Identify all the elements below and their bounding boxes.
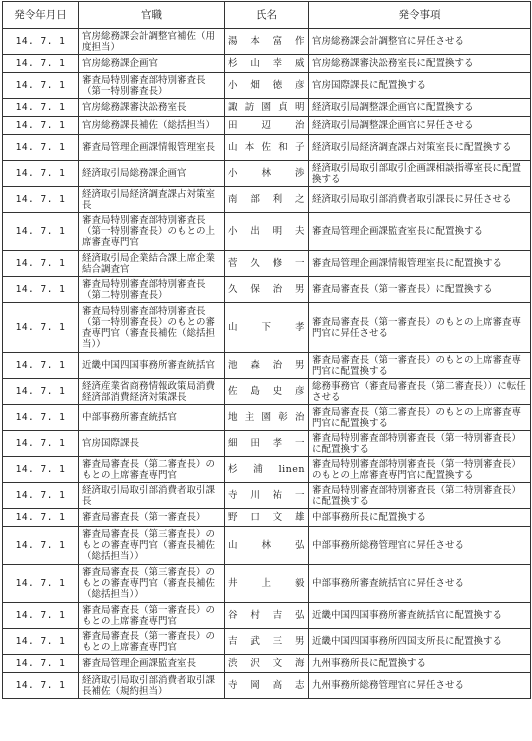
cell-order: 経済取引局調整課企画官に配置換する — [309, 99, 531, 117]
cell-date: 14. 7. 1 — [3, 527, 79, 565]
cell-name: 寺川祐一 — [225, 483, 309, 509]
cell-name: 小出明夫 — [225, 213, 309, 251]
cell-order: 経済取引局調整課企画官に昇任させる — [309, 117, 531, 135]
cell-date: 14. 7. 1 — [3, 353, 79, 379]
cell-order: 九州事務所総務管理官に昇任させる — [309, 673, 531, 699]
cell-order: 九州事務所長に配置換する — [309, 655, 531, 673]
table-row — [3, 135, 531, 161]
cell-post: 審査局特別審査部特別審査長（第一特別審査長）のもとの審査専門官（審査長補佐（総括担当）） — [79, 303, 225, 353]
cell-name: 細田孝一 — [225, 431, 309, 457]
cell-date: 14. 7. 1 — [3, 457, 79, 483]
cell-post: 官房総務課企画官 — [79, 55, 225, 73]
cell-date: 14. 7. 1 — [3, 73, 79, 99]
cell-name: 山下孝 — [225, 303, 309, 353]
table-row — [3, 73, 531, 99]
cell-post: 審査局審査長（第三審査長）のもとの審査専門官（審査長補佐（総括担当）） — [79, 527, 225, 565]
cell-post: 経済取引局企業結合課上席企業結合調査官 — [79, 251, 225, 277]
cell-name: 湯本富作 — [225, 29, 309, 55]
cell-date: 14. 7. 1 — [3, 483, 79, 509]
cell-post: 審査局特別審査部特別審査長（第二特別審査長） — [79, 277, 225, 303]
cell-order: 審査局特別審査部特別審査長（第二特別審査長）に配置換する — [309, 483, 531, 509]
table-row — [3, 55, 531, 73]
cell-order: 審査局管理企画課監査室長に配置換する — [309, 213, 531, 251]
cell-order: 官房総務課審決訟務室長に配置換する — [309, 55, 531, 73]
table-row — [3, 379, 531, 405]
cell-name: 菅久修一 — [225, 251, 309, 277]
table-row — [3, 603, 531, 629]
table-row — [3, 565, 531, 603]
cell-post: 審査局審査長（第二審査長）のもとの上席審査専門官 — [79, 457, 225, 483]
cell-name: 井上毅 — [225, 565, 309, 603]
cell-name: 池森治男 — [225, 353, 309, 379]
table-row — [3, 29, 531, 55]
cell-name: 谷村吉弘 — [225, 603, 309, 629]
cell-order: 経済取引局取引部消費者取引課長に昇任させる — [309, 187, 531, 213]
cell-post: 官房国際課長 — [79, 431, 225, 457]
cell-order: 中部事務所審査統括官に昇任させる — [309, 565, 531, 603]
cell-date: 14. 7. 1 — [3, 55, 79, 73]
cell-order: 審査局管理企画課情報管理室長に配置換する — [309, 251, 531, 277]
table-row — [3, 629, 531, 655]
cell-name: 野口文雄 — [225, 509, 309, 527]
cell-date: 14. 7. 1 — [3, 277, 79, 303]
cell-date: 14. 7. 1 — [3, 303, 79, 353]
cell-date: 14. 7. 1 — [3, 379, 79, 405]
table-row — [3, 655, 531, 673]
cell-order: 中部事務所総務管理官に昇任させる — [309, 527, 531, 565]
table-row — [3, 251, 531, 277]
cell-date: 14. 7. 1 — [3, 251, 79, 277]
table-row — [3, 303, 531, 353]
cell-date: 14. 7. 1 — [3, 99, 79, 117]
table-row — [3, 99, 531, 117]
cell-date: 14. 7. 1 — [3, 655, 79, 673]
cell-date: 14. 7. 1 — [3, 161, 79, 187]
cell-order: 経済取引局経済調査課占対策室長に配置換する — [309, 135, 531, 161]
cell-post: 中部事務所審査統括官 — [79, 405, 225, 431]
cell-order: 官房総務課会計調整官に昇任させる — [309, 29, 531, 55]
cell-order: 審査局審査長（第一審査長）に配置換する — [309, 277, 531, 303]
cell-post: 経済産業省商務情報政策局消費経済部消費経済対策課長 — [79, 379, 225, 405]
table-row — [3, 527, 531, 565]
cell-name: 地主園彰治 — [225, 405, 309, 431]
cell-order: 近畿中国四国事務所審査統括官に配置換する — [309, 603, 531, 629]
header-name: 氏名 — [225, 2, 309, 29]
cell-date: 14. 7. 1 — [3, 135, 79, 161]
table-row — [3, 673, 531, 699]
table-row — [3, 117, 531, 135]
cell-post: 官房総務課審決訟務室長 — [79, 99, 225, 117]
cell-order: 官房国際課長に配置換する — [309, 73, 531, 99]
table-body — [3, 29, 531, 699]
cell-date: 14. 7. 1 — [3, 629, 79, 655]
cell-date: 14. 7. 1 — [3, 431, 79, 457]
cell-name: 山林弘 — [225, 527, 309, 565]
cell-order: 審査局審査長（第一審査長）のもとの上席審査専門官に昇任させる — [309, 303, 531, 353]
cell-post: 審査局管理企画課情報管理室長 — [79, 135, 225, 161]
cell-order: 総務事務官（審査局審査長（第二審査長））に転任させる — [309, 379, 531, 405]
cell-order: 審査局特別審査部特別審査長（第一特別審査長）に配置換する — [309, 431, 531, 457]
table-header-row — [3, 2, 531, 29]
cell-order: 近畿中国四国事務所四国支所長に配置換する — [309, 629, 531, 655]
cell-date: 14. 7. 1 — [3, 117, 79, 135]
cell-name: 田辺治 — [225, 117, 309, 135]
cell-post: 近畿中国四国事務所審査統括官 — [79, 353, 225, 379]
cell-name: 久保治男 — [225, 277, 309, 303]
cell-date: 14. 7. 1 — [3, 405, 79, 431]
cell-post: 経済取引局経済調査課占対策室長 — [79, 187, 225, 213]
cell-date: 14. 7. 1 — [3, 509, 79, 527]
table-row — [3, 353, 531, 379]
header-post: 官職 — [79, 2, 225, 29]
cell-name: 南部利之 — [225, 187, 309, 213]
cell-order: 経済取引局取引部取引企画課相談指導室長に配置換する — [309, 161, 531, 187]
cell-post: 審査局審査長（第三審査長）のもとの審査専門官（審査長補佐（総括担当）） — [79, 565, 225, 603]
cell-name: 吉武三男 — [225, 629, 309, 655]
cell-post: 審査局特別審査部特別審査長（第一特別審査長）のもとの上席審査専門官 — [79, 213, 225, 251]
cell-post: 審査局管理企画課監査室長 — [79, 655, 225, 673]
cell-order: 審査局審査長（第一審査長）のもとの上席審査専門官に配置換する — [309, 353, 531, 379]
cell-order: 審査局特別審査部特別審査長（第一特別審査長）のもとの上席審査専門官に配置換する — [309, 457, 531, 483]
cell-post: 経済取引局取引部消費者取引課長 — [79, 483, 225, 509]
cell-post: 官房総務課会計調整官補佐（用度担当） — [79, 29, 225, 55]
cell-post: 官房総務課長補佐（総括担当） — [79, 117, 225, 135]
cell-order: 中部事務所長に配置換する — [309, 509, 531, 527]
cell-name: 杉浦linen — [225, 457, 309, 483]
cell-post: 審査局特別審査部特別審査長（第一特別審査長） — [79, 73, 225, 99]
cell-name: 小林渉 — [225, 161, 309, 187]
table-row — [3, 161, 531, 187]
header-order: 発令事項 — [309, 2, 531, 29]
table-row — [3, 457, 531, 483]
cell-name: 佐島史彦 — [225, 379, 309, 405]
cell-date: 14. 7. 1 — [3, 565, 79, 603]
table-row — [3, 509, 531, 527]
header-date: 発令年月日 — [3, 2, 79, 29]
table-row — [3, 277, 531, 303]
cell-name: 杉山幸威 — [225, 55, 309, 73]
cell-name: 寺岡高志 — [225, 673, 309, 699]
cell-name: 山本佐和子 — [225, 135, 309, 161]
cell-date: 14. 7. 1 — [3, 673, 79, 699]
cell-name: 小畑徳彦 — [225, 73, 309, 99]
table-row — [3, 431, 531, 457]
cell-post: 経済取引局取引部消費者取引課長補佐（規約担当） — [79, 673, 225, 699]
cell-date: 14. 7. 1 — [3, 213, 79, 251]
cell-name: 諏訪園貞明 — [225, 99, 309, 117]
table-row — [3, 483, 531, 509]
table-row — [3, 213, 531, 251]
cell-order: 審査局審査長（第二審査長）のもとの上席審査専門官に配置換する — [309, 405, 531, 431]
cell-name: 渋沢文海 — [225, 655, 309, 673]
cell-post: 審査局審査長（第一審査長）のもとの上席審査専門官 — [79, 603, 225, 629]
cell-date: 14. 7. 1 — [3, 29, 79, 55]
cell-post: 経済取引局総務課企画官 — [79, 161, 225, 187]
cell-date: 14. 7. 1 — [3, 187, 79, 213]
personnel-table — [2, 1, 531, 699]
table-row — [3, 187, 531, 213]
table-row — [3, 405, 531, 431]
cell-post: 審査局審査長（第一審査長） — [79, 509, 225, 527]
cell-post: 審査局審査長（第一審査長）のもとの上席審査専門官 — [79, 629, 225, 655]
cell-date: 14. 7. 1 — [3, 603, 79, 629]
